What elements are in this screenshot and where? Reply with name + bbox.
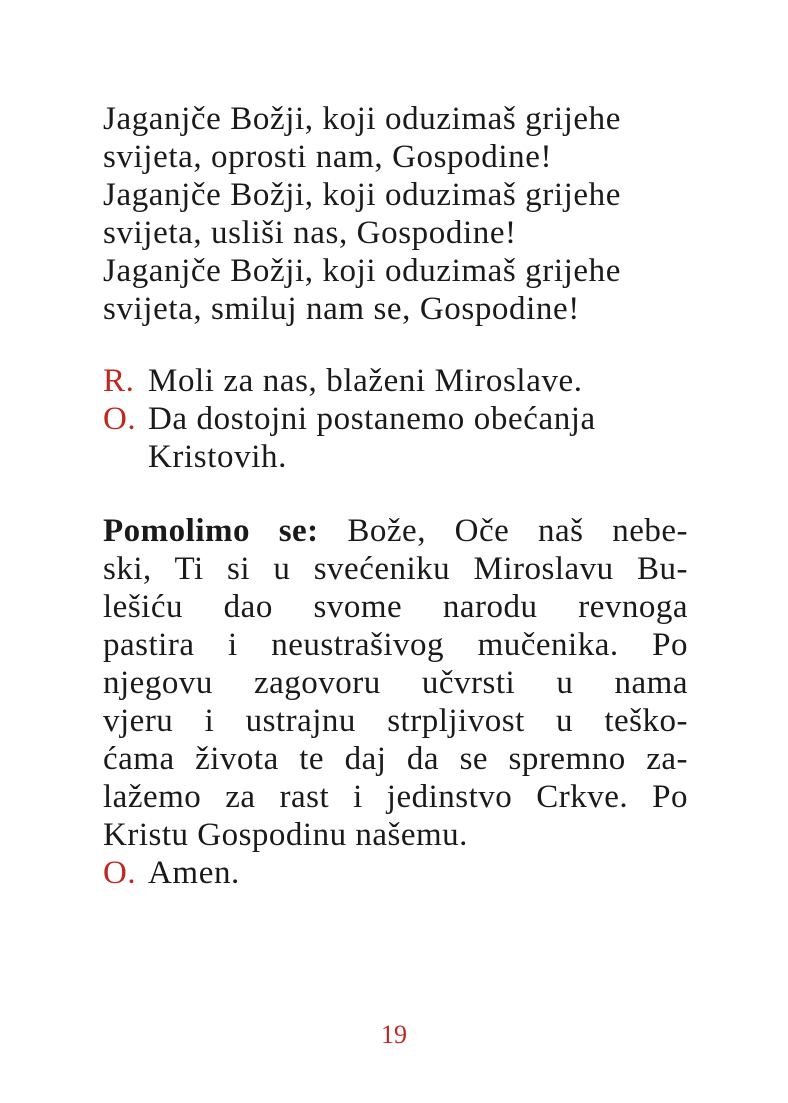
prayer-line: lešiću dao svome narodu revnoga (103, 589, 688, 625)
litany-line: Jaganjče Božji, koji oduzimaš grijehe (103, 177, 621, 213)
prayer-line: vjeru i ustrajnu strpljivost u teško- (103, 703, 688, 739)
prayer-text: Bože, Oče naš nebe- (318, 513, 688, 549)
litany-line: Jaganjče Božji, koji oduzimaš grijehe (103, 101, 621, 137)
prayer-line: njegovu zagovoru učvrsti u nama (103, 665, 688, 701)
prayer-lead: Pomolimo se: (103, 513, 319, 549)
response (103, 400, 688, 476)
amen-response (103, 854, 688, 892)
prayer-line: ski, Ti si u svećeniku Miroslavu Bu- (103, 551, 688, 587)
prayer-line: pastira i neustrašivog mučenika. Po (103, 627, 688, 663)
prayer-line (103, 512, 688, 550)
litany-line: svijeta, oprosti nam, Gospodine! (103, 139, 553, 175)
prayer-line: Kristu Gospodinu našemu. (103, 817, 468, 853)
versicle (103, 362, 688, 400)
versicle-response-block (103, 362, 688, 476)
litany-block (103, 100, 688, 328)
versicle-text: Moli za nas, blaženi Miroslave. (148, 363, 583, 399)
amen-text: Amen. (148, 855, 240, 891)
litany-line: svijeta, usliši nas, Gospodine! (103, 215, 517, 251)
page-number: 19 (381, 1020, 407, 1049)
prayer-block (103, 512, 688, 892)
litany-line: Jaganjče Božji, koji oduzimaš grijehe (103, 253, 621, 289)
response-text: Da dostojni postanemo obećanja Kristovih. (148, 401, 596, 475)
response-marker: O. (103, 401, 137, 437)
prayer-line: lažemo za rast i jedinstvo Crkve. Po (103, 779, 688, 815)
prayer-line: ćama života te daj da se spremno za- (103, 741, 688, 777)
versicle-marker: R. (103, 363, 135, 399)
litany-line: svijeta, smiluj nam se, Gospodine! (103, 291, 580, 327)
amen-marker: O. (103, 855, 137, 891)
